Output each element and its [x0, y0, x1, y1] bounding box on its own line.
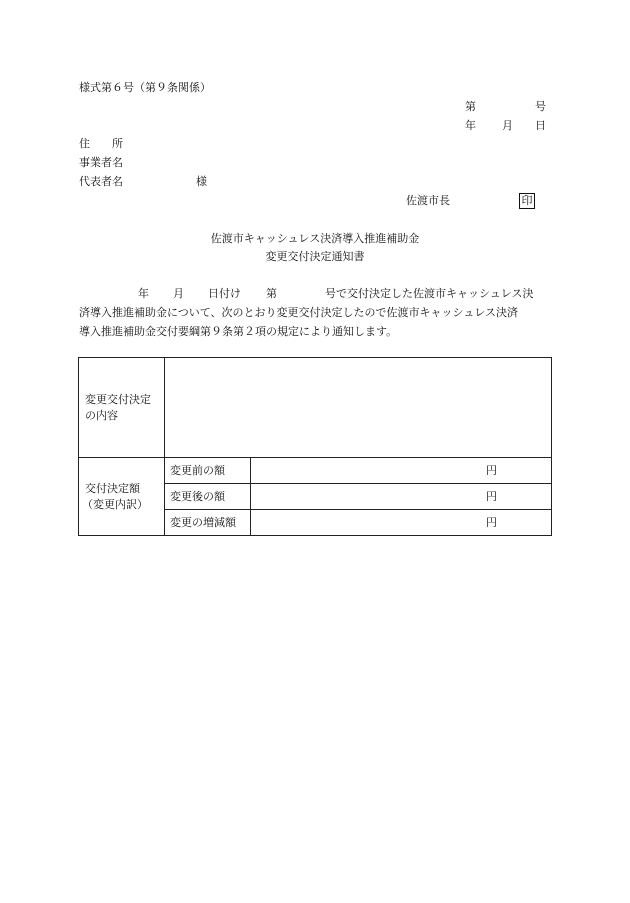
amount-diff-cell — [251, 510, 552, 536]
date-month: 月 — [502, 119, 513, 132]
date-day: 日 — [535, 119, 546, 132]
yen-unit: 円 — [486, 490, 497, 503]
body-month: 月 — [173, 287, 184, 300]
table-row — [79, 458, 552, 484]
amount-before-cell — [251, 458, 552, 484]
yen-unit: 円 — [486, 516, 497, 529]
body-line2: 済導入推進補助金について、次のとおり変更交付決定したので佐渡市キャッシュレス決済 — [79, 306, 519, 319]
content-label-cell — [79, 358, 165, 458]
amount-label-line1: 交付決定額 — [85, 481, 140, 495]
body-number-prefix: 第 — [266, 287, 277, 300]
content-value-cell — [165, 358, 552, 458]
representative-label: 代表者名 — [79, 175, 123, 188]
body-line1-rest: 号で交付決定した佐渡市キャッシュレス決 — [325, 287, 534, 300]
body-year: 年 — [138, 287, 149, 300]
document-number-prefix: 第 — [465, 100, 476, 113]
content-label-line1: 変更交付決定 — [85, 392, 151, 406]
amount-label-cell — [79, 458, 165, 536]
date-year: 年 — [465, 119, 476, 132]
document-number-suffix: 号 — [535, 100, 546, 113]
change-detail-table — [78, 357, 552, 536]
seal-icon: 印 — [519, 193, 535, 209]
company-label: 事業者名 — [79, 156, 123, 169]
body-line3: 導入推進補助金交付要綱第９条第２項の規定により通知します。 — [79, 325, 398, 338]
issuer-title: 佐渡市長 — [406, 194, 450, 207]
doc-title-line2: 変更交付決定通知書 — [265, 250, 365, 263]
yen-unit: 円 — [486, 464, 497, 477]
table-row-content — [79, 358, 552, 458]
form-number: 様式第６号（第９条関係） — [79, 81, 211, 94]
body-day-dated: 日付け — [208, 287, 241, 300]
row-label-after: 変更後の額 — [165, 484, 251, 510]
doc-title-line1: 佐渡市キャッシュレス決済導入推進補助金 — [210, 232, 420, 245]
amount-label-line2: （変更内訳） — [82, 497, 148, 511]
row-label-before: 変更前の額 — [165, 458, 251, 484]
honorific: 様 — [196, 175, 207, 188]
amount-after-cell — [251, 484, 552, 510]
address-label: 住 所 — [79, 137, 123, 150]
content-label-line2: の内容 — [85, 408, 118, 422]
row-label-diff: 変更の増減額 — [165, 510, 251, 536]
